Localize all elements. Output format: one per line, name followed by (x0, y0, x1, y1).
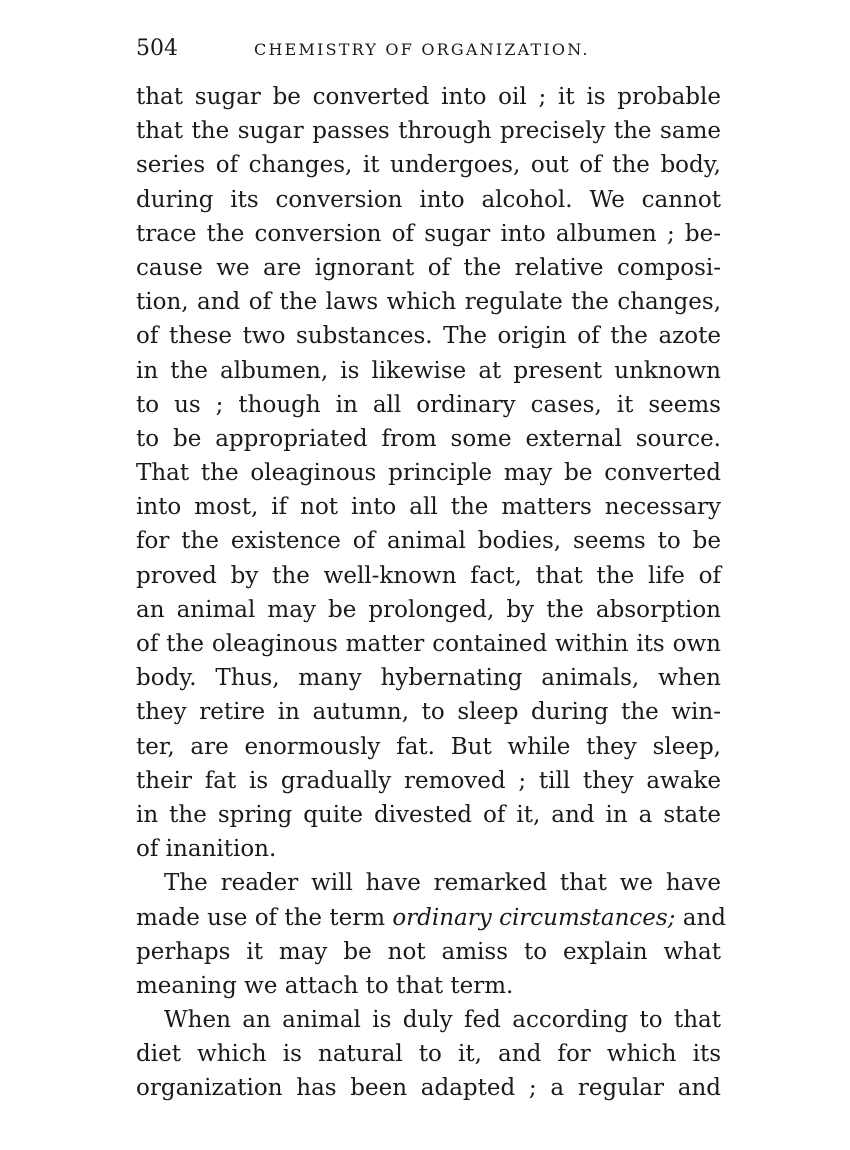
text-line: into most, if not into all the matters necessary (136, 494, 721, 521)
text-line: proved by the well-known fact, that the life of (136, 562, 721, 589)
paragraph-2 (136, 866, 726, 1003)
text-line: meaning we attach to that term. (136, 972, 514, 999)
text-line: during its conversion into alcohol. We cannot (136, 186, 721, 213)
text-line: to be appropriated from some external source. (136, 425, 721, 452)
text-line: an animal may be prolonged, by the absorption (136, 596, 721, 623)
text-line: tion, and of the laws which regulate the changes, (136, 289, 721, 316)
text-line: The reader will have remarked that we have (164, 870, 721, 897)
italic-phrase: ordinary circumstances; (392, 904, 676, 931)
text-line: in the albumen, is likewise at present unknown (136, 357, 721, 384)
text-line: for the existence of animal bodies, seems to be (136, 528, 721, 555)
text-line: they retire in autumn, to sleep during the win- (136, 699, 721, 726)
text-line: series of changes, it undergoes, out of the body, (136, 152, 721, 179)
text-line: perhaps it may be not amiss to explain what (136, 938, 721, 965)
book-page (136, 36, 726, 1106)
text-line: of the oleaginous matter contained within its own (136, 631, 721, 657)
text-line: in the spring quite divested of it, and in a state (136, 801, 721, 828)
text-line: trace the conversion of sugar into albumen ; be- (136, 220, 721, 247)
text-line: to us ; though in all ordinary cases, it seems (136, 391, 721, 418)
running-title: CHEMISTRY OF ORGANIZATION. (254, 40, 590, 59)
text-line: that sugar be converted into oil ; it is probable (136, 84, 721, 110)
text-line: of these two substances. The origin of the azote (136, 323, 721, 350)
text-line: cause we are ignorant of the relative composi- (136, 254, 721, 281)
text-line: When an animal is duly fed according to that (164, 1007, 721, 1034)
text-segment: and (675, 904, 726, 931)
text-segment: made use of the term (136, 904, 393, 931)
text-line: of inanition. (136, 836, 277, 863)
text-line: ter, are enormously fat. But while they sleep, (136, 733, 721, 760)
text-line: diet which is natural to it, and for which its (136, 1041, 721, 1068)
page-number: 504 (136, 36, 178, 61)
paragraph-3 (136, 1003, 721, 1106)
paragraph-1 (136, 80, 721, 866)
text-line: That the oleaginous principle may be converted (136, 460, 721, 487)
text-line: their fat is gradually removed ; till they awake (136, 767, 721, 794)
text-line: organization has been adapted ; a regular and (136, 1075, 721, 1102)
text-line: body. Thus, many hybernating animals, when (136, 665, 721, 692)
text-line: that the sugar passes through precisely the same (136, 118, 721, 145)
running-head (136, 36, 721, 68)
text-line-with-emphasis (136, 901, 726, 935)
